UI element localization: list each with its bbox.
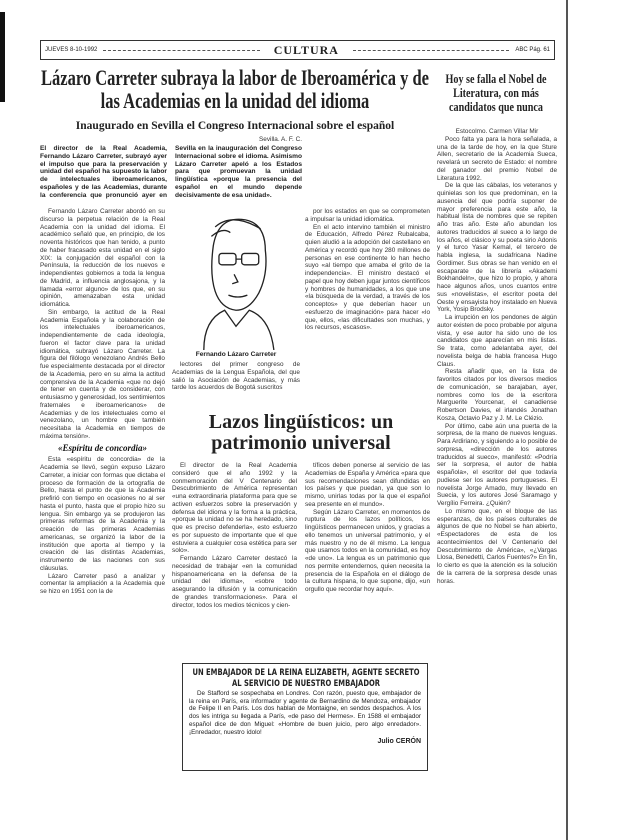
dateline: Sevilla. A. F. C. <box>259 136 302 143</box>
side-headline: Hoy se falla el Nobel de Literatura, con más candidatos que nunca <box>445 72 547 114</box>
box-body: De Stafford se sospechaba en Londres. Con razón, puesto que, embajador de la reina en París, era informador y agente de Bernardino de Mendoza, embajador de Felipe II en París. Los dos hablan de Montaigne, en sendos despachos. A los dos les intriga su llegada a París, «de paso del Hermes». En 1588 el embajador español dice de don Miguel: «Hombre de buen juicio, pero algo enredador». ¡Enredador, nuestro ídolo! <box>189 690 421 736</box>
main-column-1 <box>40 208 165 608</box>
photo-caption: Fernando Lázaro Carreter <box>195 351 277 358</box>
box-signature: Julio CERÓN <box>377 738 421 746</box>
header-rule <box>103 50 259 51</box>
paragraph: tíficos deben ponerse al servicio de las Academias de España y América «para que sus recomendaciones sean difundidas en los países y que puedan, ya que son lo mismo, unirlas todas por la que el español sea presente en el mundo». <box>305 462 430 508</box>
column-rule <box>566 0 568 840</box>
paragraph: lectores del primer congreso de Academias de la Lengua Española, del que salió la Asociación de Academias, y más tarde los acuerdos de Bogotá suscritos <box>172 361 300 392</box>
paragraph: por los estados en que se comprometen a impulsar la unidad idiomática. <box>305 208 430 223</box>
side-column <box>437 128 557 834</box>
paragraph: Lo mismo que, en el bloque de las esperanzas, de los países culturales de algunos de que no Nobel se han abierto, «Espectadores de esta de los acontecimientos del V Centenario del Descubrimiento de América», «¿Vargas Llosa, Benedetti, Carlos Fuentes?» En fin, lo cierto es que la atención es la solución de la carrera de la sorpresa desde unas horas. <box>437 507 557 585</box>
paragraph: Sin embargo, la actitud de la Real Academia Española y la colaboración de los intelectuales iberoamericanos, independientemente de cada ideología, fueron el factor clave para la unidad idiomática, subrayó Lázaro Carreter. La figura del filólogo venezolano Andrés Bello fue especialmente destacada por el director de la Academia, pero en su alma la actitud comprensiva de la Academia «que no dejó de tener en cuenta y de considerar, con entusiasmo y generosidad, los sentimientos fraternales e iberoamericanos» de Academias y de los intelectuales como el venezolano, un hombre que también necesitaba la Academia en tiempos de máxima tensión». <box>40 308 165 440</box>
lede: El director de la Real Academia, Fernando Lázaro Carreter, subrayó ayer el impulso que para la preservación y unidad del español ha supuesto la labor de intelectuales iberoamericanos, españoles y de las Academias, durante la conferencia que pronunció ayer en Sevilla en la inauguración del Congreso Internacional sobre el idioma. Asimismo Lázaro Carreter apeló a los Estados para que promuevan la unidad lingüística «porque la presencia del español en el mundo depende decisivamente de esa unidad». <box>40 145 302 199</box>
paragraph: Fernando Lázaro Carreter destacó la necesidad de trabajar «en la comunidad hispanoamericana en la defensa de la unidad del idioma», «sobre todo asegurando la difusión y la comunicación de grandes transformaciones». Para el director, todos los medios técnicos y cien- <box>172 555 297 609</box>
scan-edge <box>0 12 5 102</box>
paragraph: El director de la Real Academia consideró que el año 1992 y la conmemoración del V Centenario del Descubrimiento de América representan «una extraordinaria plataforma para que se activen esfuerzos sobre la preservación y defensa del idioma y la forma a la práctica, «porque la unidad no se ha heredado, sino que es preciso defenderla», esto esfuerzo es por supuesto de importante que el que estuviera a cualquier cosa estética para ser solo». <box>172 462 297 555</box>
second-column-1 <box>172 462 297 656</box>
paragraph: Según Lázaro Carreter, en momentos de ruptura de los lazos políticos, los lingüísticos permanecen unidos, y gracias a ello tenemos un universal patrimonio, y el más nuestro y no de él mismo. La lengua que usamos todos en la comunidad, es hoy «de uno». La lengua es un patrimonio que nos permite entendernos, quien necesita la presencia de la Española en el diálogo de la cultura hispana, lo que supone, dijo, «un orgullo que recordar hoy aquí». <box>305 508 430 593</box>
section-title: CULTURA <box>266 43 347 58</box>
header-rule <box>353 50 509 51</box>
page-number: ABC Pág. 61 <box>515 47 550 53</box>
paragraph: De la que las cábalas, los veteranos y quinielas son los que predominan, en la ausencia del que podría suponer de mayor preferencia para este año, la habitual lista de nombres que se repiten año tras año. Este año abundan los autores traducidos al sueco a lo largo de los años, el clásico y su poeta sirio Adonis y el turco Yasar Kemal, el tercero de habla inglesa, la sudafricana Nadine Gordimer. Sus obras se han venido en el escaparate de la librería «Akademi Bokhandeln», que hizo lo propio, y ahora hace algunos años, unos cuantos entre sus «novelistas», el escritor poeta del Oeste y ensayista hoy instalado en Nueva York, Yosip Brodsky. <box>437 182 557 314</box>
paragraph: Fernando Lázaro Carreter abordó en su discurso la perpetua relación de la Real Academia con la unidad del idioma. El académico señaló que, en principio, de los noventa históricos que han tenido, a punto de haber fracasado esta unidad en el siglo XIX: la conjugación del español con la Península, la reducción de los nuevos e independientes gobiernos a toda la lengua de Madrid, a influencia anglosajona, y la llamada «error alguno» de los que, en su opinión, amenazaban esta unidad idiomática. <box>40 208 165 308</box>
intertitle: «Espíritu de concordia» <box>57 442 147 453</box>
paragraph: Resta añadir que, en la lista de favoritos citados por los diversos medios de comunicación, se barajaban, ayer, nombres como los de la escritora Marguerite Yourcenar, el canadiense Robertson Davies, el irlandés Jonathan Kosza, Octavio Paz y J. M. Le Clézio. <box>437 368 557 422</box>
photo-column-text <box>172 361 300 408</box>
page-header <box>40 40 555 60</box>
paragraph: Por último, cabe aún una puerta de la sorpresa, de la mano de nuevos lenguas. Para Ardiriano, y siguiendo a lo posible de sorpresa, «dirección de los autores traducidos al sueco», manifestó: «Podría ser la sorpresa, el autor de habla española», el escritor del que todavía pudiese ser los autores portugueses. El novelista Jorge Amado, muy llevado en Suecia, y los autores José Saramago y Vergílio Ferreira. ¿Quién? <box>437 422 557 507</box>
main-column-2 <box>305 208 430 408</box>
paragraph: La irrupción en los pendones de algún autor existen de poco probable por alguna vista, y ese autor ha sido uno de los candidatos que aparecían en mis listas. Se trata, como adelantaba ayer, del novelista belga de habla francesa Hugo Claus. <box>437 314 557 368</box>
paragraph: Poco falta ya para la hora señalada, a una de la tarde de hoy, en la que Sture Allen, secretario de la Academia Sueca, revelará un secreto de Estado: el nombre del ganador del premio Nobel de Literatura 1992. <box>437 135 557 182</box>
main-subheadline: Inaugurado en Sevilla el Congreso Internacional sobre el español <box>75 120 395 132</box>
second-column-2 <box>305 462 430 656</box>
second-headline: Lazos lingüísticos: un patrimonio universal <box>208 411 394 454</box>
box-headline: UN EMBAJADOR DE LA REINA ELIZABETH, AGENTE SECRETO AL SERVICIO DE NUESTRO EMBAJADOR <box>192 668 420 689</box>
boxed-article <box>182 663 428 771</box>
paragraph: En el acto intervino también el ministro de Educación, Alfredo Pérez Rubalcaba, quien aludió a la adopción del castellano en América y recordó que hoy 280 millones de personas en ese continente lo han hecho suyo «al tiempo que amaba el grito de la independencia». El ministro destacó el papel que hoy deben jugar juntos científicos y hombres de humanidades, a los que une «la búsqueda de la verdad, a través de los conceptos» y que deberían hacer un «esfuerzo de imaginación» para hacer «lo que, ellos, «las dificultades son muchas, y los recursos, escasos». <box>305 223 430 332</box>
paragraph: Esta «espíritu de concordia» de la Academia se llevó, según expuso Lázaro Carreter, a iniciar con formas que dictaba el proceso de formación de la ortografía de Bello, hasta el punto de que la Academia prefirió con tiempo en ocasiones no al ser hasta el punto, hasta que el propio hizo su lengua. Sin embargo ya se produjeron las primeras reformas de la Academia y la creación de las primeras Academias americanas, se organizó la labor de la institución que aporta al tiempo y la creación de las distintas Academias, instrumento de las naciones con sus cláusulas. <box>40 456 165 572</box>
side-byline: Estocolmo. Carmen Villar Mir <box>455 128 539 135</box>
header-date: JUEVES 8-10-1992 <box>45 47 98 53</box>
main-headline: Lázaro Carreter subraya la labor de Iberoamérica y de las Academias en la unidad del idioma <box>40 65 430 113</box>
paragraph: Lázaro Carreter pasó a analizar y comentar la ampliación a la Academia que se hizo en 1951 con la de <box>40 572 165 595</box>
portrait-illustration <box>172 208 300 350</box>
